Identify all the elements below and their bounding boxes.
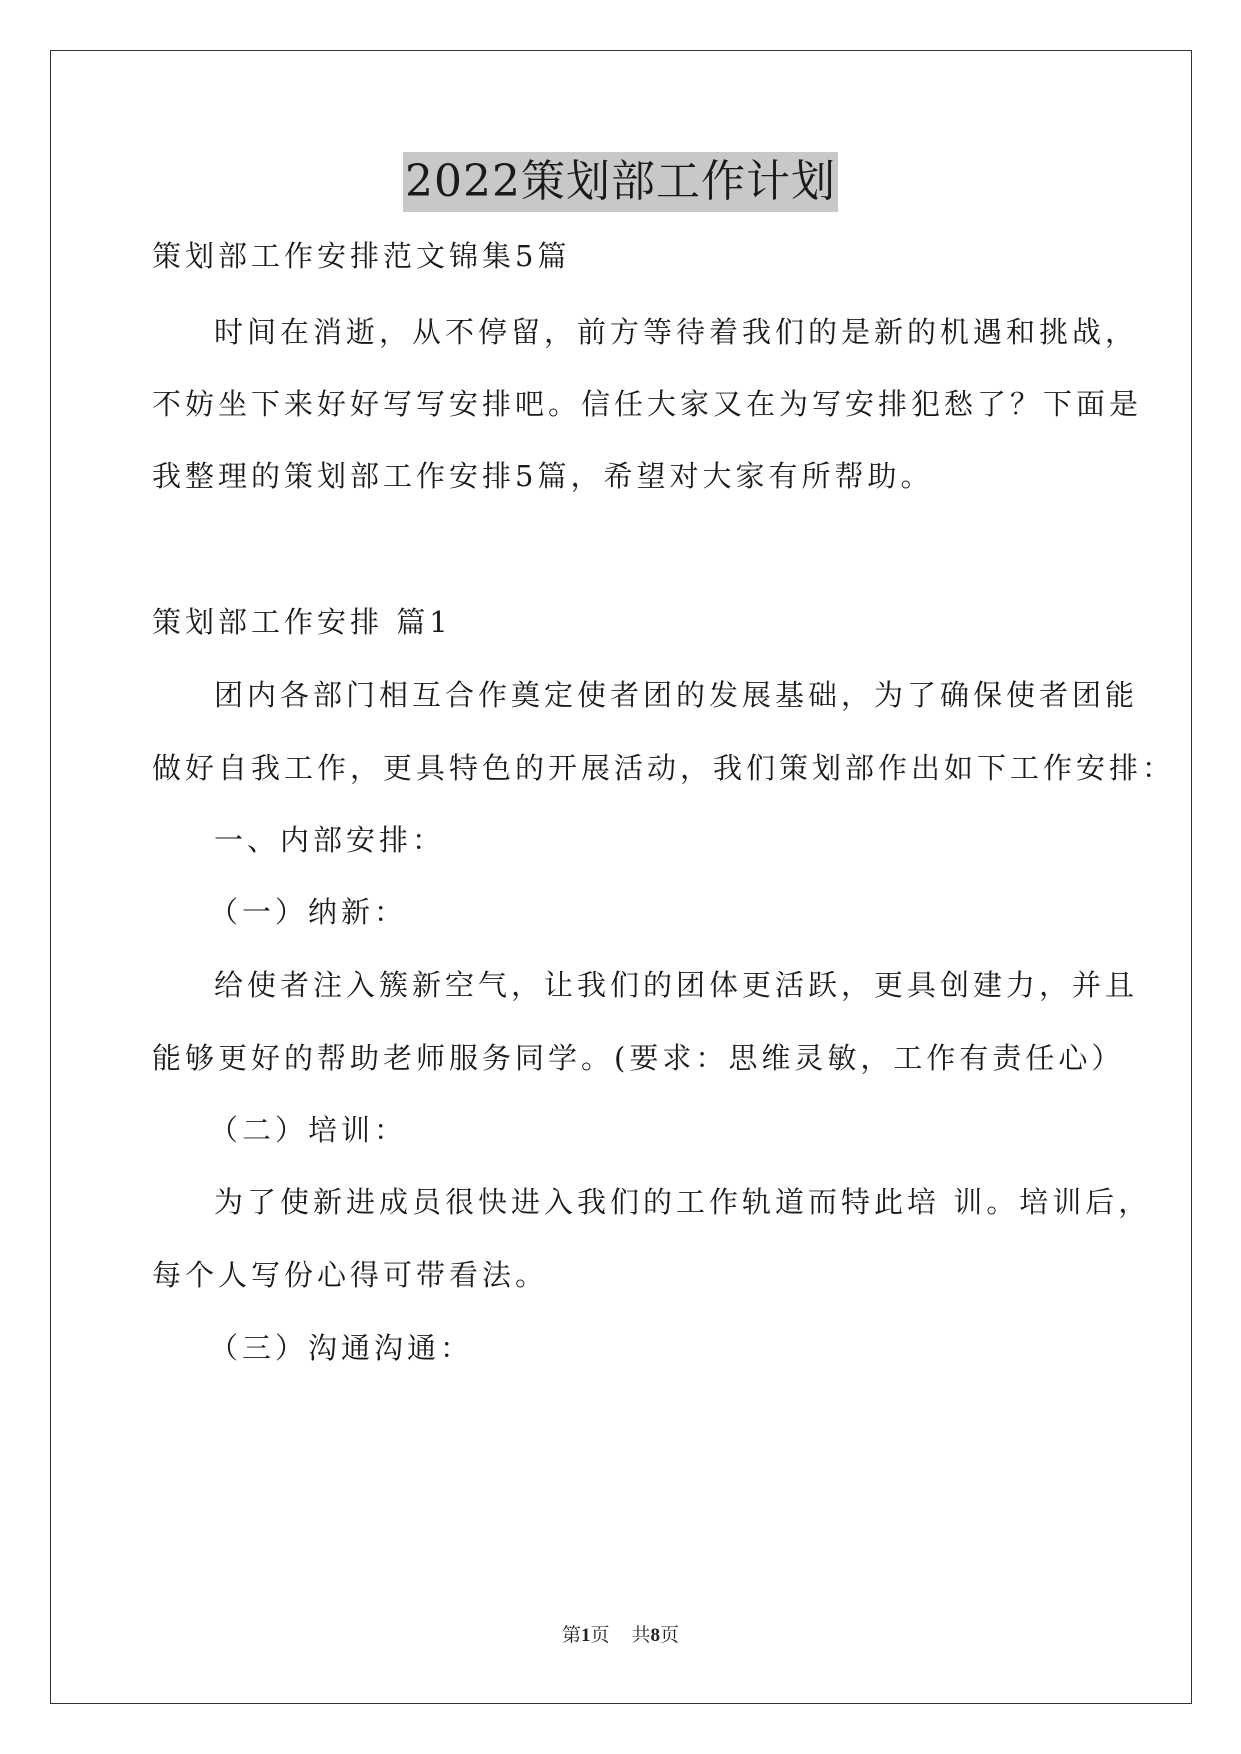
paragraph-line: 能够更好的帮助老师服务同学。(要求：思维灵敏，工作有责任心）: [152, 1041, 1125, 1075]
footer-page-mid: 页: [590, 1625, 610, 1646]
subheading-line: 一、内部安排：: [214, 823, 446, 857]
footer-page-total: 8: [650, 1625, 661, 1646]
paragraph-line: 不妨坐下来好好写写安排吧。信任大家又在为写安排犯愁了？下面是: [152, 387, 1143, 421]
document-title: 2022策划部工作计划: [403, 152, 838, 212]
paragraph-line: 给使者注入簇新空气，让我们的团体更活跃，更具创建力，并且: [214, 968, 1139, 1002]
subheading-line: （二）培训：: [209, 1113, 408, 1147]
paragraph-line: 团内各部门相互合作奠定使者团的发展基础，为了确保使者团能: [214, 678, 1139, 712]
footer-total-prefix: 共: [631, 1625, 651, 1646]
paragraph-line: 我整理的策划部工作安排5篇，希望对大家有所帮助。: [152, 459, 934, 493]
paragraph-line: 时间在消逝，从不停留，前方等待着我们的是新的机遇和挑战，: [214, 315, 1139, 349]
paragraph-line: 为了使新进成员很快进入我们的工作轨道而特此培 训。培训后，: [214, 1185, 1152, 1219]
paragraph-line: 每个人写份心得可带看法。: [152, 1258, 549, 1292]
subheading-line: （三）沟通沟通：: [209, 1331, 474, 1365]
footer-page-current: 1: [580, 1625, 591, 1646]
subtitle-line: 策划部工作安排范文锦集5篇: [152, 239, 571, 273]
subheading-line: （一）纳新：: [209, 895, 408, 929]
section-heading: 策划部工作安排 篇1: [152, 605, 452, 639]
title-wrap: [0, 152, 1241, 212]
page-footer: [0, 1622, 1241, 1650]
paragraph-line: 做好自我工作，更具特色的开展活动，我们策划部作出如下工作安排：: [152, 751, 1176, 785]
footer-page-prefix: 第: [561, 1625, 581, 1646]
page-border: [50, 50, 1192, 1704]
footer-total-suffix: 页: [660, 1625, 680, 1646]
